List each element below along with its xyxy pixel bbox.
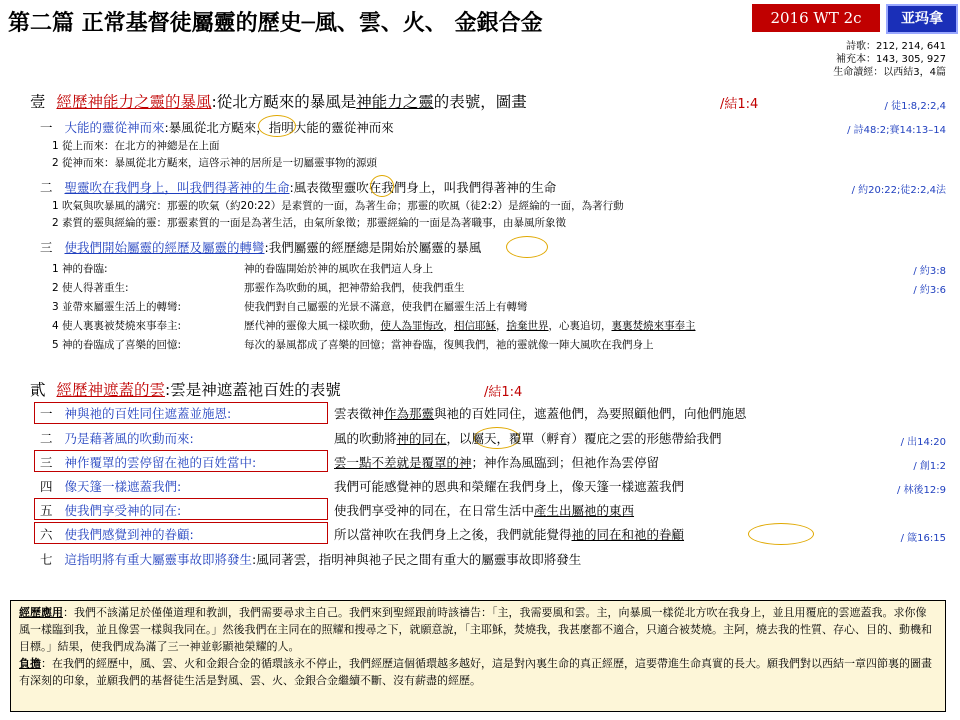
hymns-ref: 詩歌：212, 214, 641 (846, 41, 946, 52)
s1-row4-part: ，心裏追切， (548, 320, 612, 332)
section1-ref-ezekiel: /結1:4 (720, 97, 759, 112)
page-title: 第二篇 正常基督徒屬靈的歷史─風、雲、火、 金銀合金 (8, 10, 543, 36)
s1-item1 (40, 118, 394, 136)
s2-item1-text (334, 404, 747, 422)
s2-item2-underlined: 神的同在 (396, 431, 447, 446)
s2-item6-num: 六 (40, 527, 53, 542)
burden-text: ：在我們的經歷中，風、雲、火和金銀合金的循環該永不停止，我們經歷這個循環越多越好，這是對內裏生命的真正經歷，這要帶進生命真實的長大。願我們對以西結一章四節裏的圖畫有深刻的印象，並願我們的基督徒生活是對風、雲、火、金銀合金繼續不斷、沒有薪盡的經歷。 (19, 657, 932, 687)
s1-item2-text: :風表徵聖靈吹在我們身上，叫我們得著神的生命 (289, 180, 557, 195)
s1-item3-blue: 使我們開始屬靈的經歷及屬靈的轉彎 (64, 240, 265, 255)
supplement-ref: 補充本：143, 305, 927 (836, 54, 946, 65)
s1-row4-underlined: 裏裏焚燒來事奉主 (611, 320, 696, 332)
s2-item7-num: 七 (40, 552, 53, 567)
s2-item3-num: 三 (40, 455, 53, 470)
s1-row5-label: 5 神的眷臨成了喜樂的回憶: (52, 339, 182, 351)
s2-item2-label: 乃是藉著風的吹動而來: (64, 431, 194, 446)
s2-item4-label: 像天篷一樣遮蓋我們: (64, 479, 182, 494)
s2-item6-part: 所以當神吹在我們身上之後，我們就能覺得 (334, 527, 572, 542)
s1-row4-part: ， (496, 320, 507, 332)
reference-block (833, 40, 946, 79)
section1-ref-acts: / 徒1:8,2:2,4 (884, 101, 946, 112)
s2-item5-label: 使我們享受神的同在: (64, 503, 182, 518)
s1-item1-text: :暴風從北方颳來，指明大能的靈從神而來 (164, 120, 394, 135)
s2-item5-underlined: 產生出屬祂的東西 (534, 503, 635, 518)
s2-item6-underlined: 祂的同在和祂的眷顧 (571, 527, 685, 542)
amana-logo: 亚玛拿 (886, 4, 958, 34)
section2-heading (30, 378, 341, 400)
s1-item2 (40, 178, 556, 196)
s1-row1-text: 神的眷臨開始於神的風吹在我們這人身上 (244, 263, 433, 275)
section1-number: 壹 (30, 93, 46, 111)
s1-item2-sub1: 1 吹氣與吹暴風的講究：那靈的吹氣（約20:22）是素質的一面，為著生命；那靈的吹風（徒2:2）是經綸的一面，為著行動 (52, 200, 624, 212)
s2-item3-ref: / 創1:2 (913, 461, 946, 472)
s2-item2 (40, 429, 194, 447)
section1-rest-a: :從北方颳來的暴風是 (211, 93, 357, 111)
s2-item3-underlined: 雲一點不差就是覆罩的神 (334, 455, 472, 470)
application-box (10, 600, 946, 712)
s2-item1-label: 神與祂的百姓同住遮蓋並施恩: (64, 406, 232, 421)
s2-item4-text: 我們可能感覺神的恩典和榮耀在我們身上，像天篷一樣遮蓋我們 (334, 479, 685, 494)
application-text: ：我們不該滿足於僅僅道理和教訓，我們需要尋求主自己。我們來到聖經跟前時該禱告：「主，我需要風和雲。主，向暴風一樣從北方吹在我身上，並且用覆庇的雲遮蓋我。求你像風一樣臨到我，並且像雲一樣與我同在。」然後我們在主同在的照耀和搜尋之下，就願意說，「主耶穌，焚燒我，我甚麼都不適合，只適合被焚燒。主阿，燒去我的性質、存心、目的、動機和目標。」結果，使我們成為滿了三一神並彰顯祂榮耀的人。 (19, 606, 932, 653)
s1-row2-label: 2 使人得著重生: (52, 282, 129, 294)
s2-item3-label: 神作覆罩的雲停留在祂的百姓當中: (64, 455, 257, 470)
s1-item1-blue: 大能的靈從神而來 (64, 120, 165, 135)
s2-item1-underlined: 作為那靈 (384, 406, 435, 421)
highlight-circle (748, 523, 814, 545)
section1-rest-b: 的表號，圖畫 (433, 93, 527, 111)
s1-item2-ref: / 約20:22;徒2:2,4法 (851, 185, 946, 196)
s1-row3-text: 使我們對自己屬靈的光景不滿意，使我們在屬靈生活上有轉彎 (244, 301, 528, 313)
s1-item1-sub2: 2 從神而來：暴風從北方颳來，這啓示神的居所是一切屬靈事物的源頭 (52, 157, 378, 169)
highlight-circle (258, 115, 296, 137)
section1-heading (30, 90, 527, 112)
s2-item1-num: 一 (40, 406, 53, 421)
s1-row1-ref: / 約3:8 (913, 266, 946, 277)
s1-row4-underlined: 相信耶穌 (454, 320, 496, 332)
section2-rest: :雲是神遮蓋祂百姓的表號 (164, 381, 341, 399)
s1-row4-text (244, 318, 696, 333)
conference-badge: 2016 WT 2c (752, 4, 880, 32)
s1-row4-underlined: 捨棄世界 (506, 320, 549, 332)
s1-row1-label: 1 神的眷臨: (52, 263, 108, 275)
application-label: 經歷應用 (19, 606, 63, 619)
section2-number: 貳 (30, 381, 46, 399)
s2-item5 (40, 501, 181, 519)
burden-label: 負擔 (19, 657, 41, 670)
s1-item2-sub2: 2 素質的靈與經綸的靈：那靈素質的一面是為著生活，由氣所象徵；那靈經綸的一面是為著職事，由暴風所象徵 (52, 217, 567, 229)
s2-item5-num: 五 (40, 503, 53, 518)
s2-item4-ref: / 林後12:9 (896, 485, 946, 496)
s1-item3-text: :我們屬靈的經歷總是開始於屬靈的暴風 (264, 240, 482, 255)
s1-row4-underlined: 使人為罪悔改 (380, 320, 444, 332)
s2-item2-num: 二 (40, 431, 53, 446)
s1-row5-text: 每次的暴風都成了喜樂的回憶；當神眷臨，復興我們，祂的靈就像一陣大風吹在我們身上 (244, 339, 654, 351)
section2-ref-ezekiel: /結1:4 (484, 385, 523, 400)
s2-item7 (40, 550, 581, 568)
s2-item1 (40, 404, 231, 422)
s2-item3-part: ；神作為風臨到；但祂作為雲停留 (471, 455, 660, 470)
s1-item1-num: 一 (40, 120, 53, 135)
s1-item2-blue: 聖靈吹在我們身上，叫我們得著神的生命 (64, 180, 290, 195)
s2-item4 (40, 477, 181, 495)
s2-item2-ref: / 出14:20 (900, 437, 946, 448)
s1-item3-num: 三 (40, 240, 53, 255)
s2-item6 (40, 525, 194, 543)
s1-item2-num: 二 (40, 180, 53, 195)
s2-item6-text (334, 525, 684, 543)
s1-row2-text: 那靈作為吹動的風，把神帶給我們，使我們重生 (244, 282, 465, 294)
s2-item5-text (334, 501, 634, 519)
s2-item6-label: 使我們感覺到神的眷顧: (64, 527, 194, 542)
s1-row4-label: 4 使人裏裏被焚燒來事奉主: (52, 320, 182, 332)
s1-row4-part: 歷代神的靈像大風一樣吹動， (244, 320, 381, 332)
s2-item3 (40, 453, 256, 471)
s2-item1-part: 與祂的百姓同住，遮蓋他們，為要照顧他們，向他們施恩 (434, 406, 747, 421)
s2-item2-text (334, 429, 722, 447)
s1-item3 (40, 238, 481, 256)
section1-rest-underlined: 神能力之靈 (356, 93, 434, 111)
s1-row3-label: 3 並帶來屬靈生活上的轉彎: (52, 301, 182, 313)
s2-item5-part: 使我們享受神的同在，在日常生活中 (334, 503, 535, 518)
s1-row4-part: ， (443, 320, 454, 332)
s2-item7-text: :風同著雲，指明神與祂子民之間有重大的屬靈事故即將發生 (252, 552, 582, 567)
s1-item1-ref: / 詩48:2;賽14:13–14 (847, 125, 946, 136)
life-study-ref: 生命讀經：以西結3，4篇 (833, 67, 946, 78)
s2-item1-part: 雲表徵神 (334, 406, 385, 421)
s2-item4-num: 四 (40, 479, 53, 494)
s1-item1-sub1: 1 從上而來：在北方的神總是在上面 (52, 140, 220, 152)
highlight-circle (506, 236, 548, 258)
highlight-circle (370, 175, 394, 197)
s2-item3-text (334, 453, 659, 471)
section2-red-title: 經歷神遮蓋的雲 (56, 381, 165, 399)
section1-red-title: 經歷神能力之靈的暴風 (56, 93, 212, 111)
s2-item2-part: ，以屬天，覆單（孵育）覆庇之雲的形態帶給我們 (446, 431, 722, 446)
s1-row2-ref: / 約3:6 (913, 285, 946, 296)
s2-item2-part: 風的吹動將 (334, 431, 397, 446)
s2-item7-label: 這指明將有重大屬靈事故即將發生 (64, 552, 253, 567)
s2-item6-ref: / 箴16:15 (900, 533, 946, 544)
